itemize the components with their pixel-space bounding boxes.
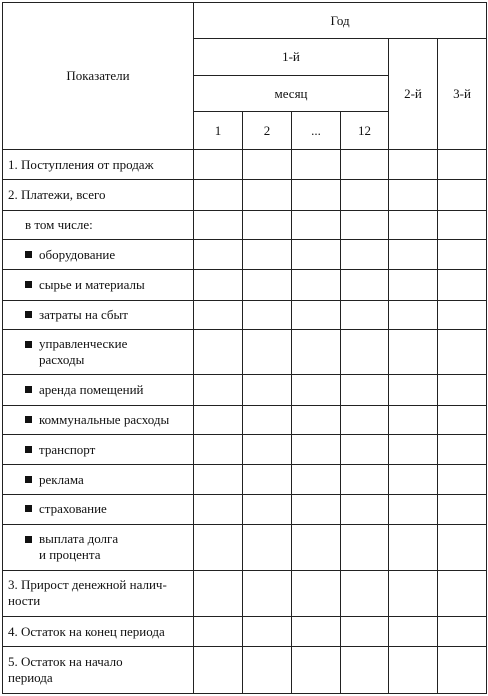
table-cell xyxy=(341,329,389,375)
table-cell xyxy=(292,405,341,434)
row-label-line: выплата долга xyxy=(39,531,119,547)
year-header: Год xyxy=(194,3,487,39)
table-cell xyxy=(243,375,292,405)
table-cell xyxy=(194,525,243,571)
table-cell xyxy=(389,150,438,180)
table-cell xyxy=(389,617,438,647)
table-cell xyxy=(438,300,487,329)
table-cell xyxy=(194,465,243,494)
table-cell xyxy=(292,525,341,571)
table-cell xyxy=(194,329,243,375)
table-cell xyxy=(243,210,292,239)
table-cell xyxy=(341,465,389,494)
table-cell xyxy=(389,647,438,694)
table-cell xyxy=(389,405,438,434)
table-cell xyxy=(292,210,341,239)
row-label: страхование xyxy=(39,501,107,517)
row-label-cell xyxy=(3,239,194,269)
table-cell xyxy=(438,270,487,300)
month-header: месяц xyxy=(194,76,389,112)
row-label-line: 5. Остаток на начало xyxy=(8,654,123,670)
first-year-header: 1-й xyxy=(194,39,389,76)
bullet-icon xyxy=(25,536,32,543)
table-cell xyxy=(292,150,341,180)
row-label: 4. Остаток на конец периода xyxy=(3,617,194,647)
row-label-cell xyxy=(3,494,194,524)
table-cell xyxy=(341,570,389,617)
row-label: затраты на сбыт xyxy=(39,306,128,322)
table-cell xyxy=(438,150,487,180)
table-cell xyxy=(292,375,341,405)
bullet-icon xyxy=(25,341,32,348)
table-cell xyxy=(194,150,243,180)
table-cell xyxy=(389,180,438,210)
table-row xyxy=(3,239,487,269)
table-cell xyxy=(341,525,389,571)
table-cell xyxy=(292,180,341,210)
table-cell xyxy=(341,435,389,465)
row-label-cell xyxy=(3,375,194,405)
table-cell xyxy=(194,405,243,434)
table-cell xyxy=(243,570,292,617)
row-label: оборудование xyxy=(39,246,116,262)
table-cell xyxy=(389,465,438,494)
table-cell xyxy=(243,150,292,180)
table-cell xyxy=(194,210,243,239)
bullet-icon xyxy=(25,311,32,318)
table-cell xyxy=(341,494,389,524)
table-cell xyxy=(243,180,292,210)
table-row xyxy=(3,375,487,405)
row-label: сырье и материалы xyxy=(39,276,145,292)
table-row xyxy=(3,570,487,617)
row-label-cell xyxy=(3,570,194,617)
table-cell xyxy=(341,210,389,239)
table-row xyxy=(3,494,487,524)
table-cell xyxy=(438,494,487,524)
table-cell xyxy=(194,647,243,694)
table-cell xyxy=(243,270,292,300)
table-cell xyxy=(194,570,243,617)
table-cell xyxy=(389,270,438,300)
row-label-cell xyxy=(3,465,194,494)
table-cell xyxy=(292,570,341,617)
bullet-icon xyxy=(25,446,32,453)
table-row xyxy=(3,270,487,300)
table-row xyxy=(3,647,487,694)
row-label-cell xyxy=(3,435,194,465)
table-cell xyxy=(389,375,438,405)
table-cell xyxy=(194,617,243,647)
table-cell xyxy=(389,210,438,239)
table-cell xyxy=(438,647,487,694)
month-2-header: 2 xyxy=(243,112,292,150)
table-cell xyxy=(341,180,389,210)
table-cell xyxy=(292,647,341,694)
table-cell xyxy=(438,375,487,405)
table-cell xyxy=(389,570,438,617)
table-cell xyxy=(243,647,292,694)
row-label-cell xyxy=(3,525,194,571)
bullet-icon xyxy=(25,476,32,483)
row-label-cell xyxy=(3,647,194,694)
table-cell xyxy=(292,270,341,300)
bullet-icon xyxy=(25,386,32,393)
table-cell xyxy=(341,239,389,269)
table-row xyxy=(3,465,487,494)
table-cell xyxy=(438,435,487,465)
table-cell xyxy=(194,180,243,210)
table-cell xyxy=(194,494,243,524)
bullet-icon xyxy=(25,251,32,258)
table-cell xyxy=(389,239,438,269)
table-cell xyxy=(292,617,341,647)
table-cell xyxy=(243,300,292,329)
table-cell xyxy=(292,329,341,375)
table-cell xyxy=(292,465,341,494)
table-cell xyxy=(292,300,341,329)
row-label-line: расходы xyxy=(39,352,85,368)
table-cell xyxy=(292,239,341,269)
table-cell xyxy=(243,435,292,465)
table-cell xyxy=(438,180,487,210)
table-cell xyxy=(389,435,438,465)
table-cell xyxy=(341,405,389,434)
table-row xyxy=(3,180,487,210)
row-label: коммунальные расходы xyxy=(39,411,170,427)
row-label-line: периода xyxy=(8,670,53,686)
table-cell xyxy=(389,300,438,329)
row-label: транспорт xyxy=(39,441,96,457)
second-year-header: 2-й xyxy=(389,39,438,150)
month-12-header: 12 xyxy=(341,112,389,150)
row-label-line: 3. Прирост денежной налич- xyxy=(8,577,167,593)
bullet-icon xyxy=(25,281,32,288)
third-year-header: 3-й xyxy=(438,39,487,150)
month-ellipsis-header: ... xyxy=(292,112,341,150)
row-label-cell xyxy=(3,329,194,375)
table-cell xyxy=(341,647,389,694)
table-cell xyxy=(341,270,389,300)
row-label: реклама xyxy=(39,471,84,487)
table-cell xyxy=(389,525,438,571)
table-cell xyxy=(389,329,438,375)
row-label: 2. Платежи, всего xyxy=(3,180,194,210)
table-cell xyxy=(243,405,292,434)
table-row xyxy=(3,210,487,239)
table-cell xyxy=(194,435,243,465)
table-cell xyxy=(438,570,487,617)
bullet-icon xyxy=(25,416,32,423)
table-cell xyxy=(389,494,438,524)
table-row xyxy=(3,617,487,647)
table-cell xyxy=(243,617,292,647)
table-cell xyxy=(243,329,292,375)
table-cell xyxy=(438,465,487,494)
table-cell xyxy=(341,150,389,180)
row-label-cell xyxy=(3,270,194,300)
row-label: аренда помещений xyxy=(39,382,144,398)
table-row xyxy=(3,405,487,434)
cash-flow-table xyxy=(2,2,487,694)
table-cell xyxy=(438,239,487,269)
table-row xyxy=(3,329,487,375)
table-cell xyxy=(243,525,292,571)
table-cell xyxy=(438,617,487,647)
table-cell xyxy=(194,239,243,269)
table-cell xyxy=(341,300,389,329)
table-cell xyxy=(438,525,487,571)
table-cell xyxy=(194,375,243,405)
table-row xyxy=(3,435,487,465)
row-label-cell xyxy=(3,300,194,329)
table-cell xyxy=(438,329,487,375)
table-cell xyxy=(438,405,487,434)
table-cell xyxy=(243,239,292,269)
table-cell xyxy=(292,435,341,465)
row-label-cell xyxy=(3,405,194,434)
table-row xyxy=(3,525,487,571)
table-cell xyxy=(243,465,292,494)
row-label: в том числе: xyxy=(3,210,194,239)
table-row xyxy=(3,150,487,180)
table-cell xyxy=(194,270,243,300)
bullet-icon xyxy=(25,505,32,512)
table-cell xyxy=(341,375,389,405)
month-1-header: 1 xyxy=(194,112,243,150)
indicators-header: Показатели xyxy=(3,3,194,150)
table-cell xyxy=(438,210,487,239)
table-cell xyxy=(341,617,389,647)
row-label-line: управленческие xyxy=(39,336,128,352)
row-label: 1. Поступления от продаж xyxy=(3,150,194,180)
table-row xyxy=(3,300,487,329)
table-cell xyxy=(243,494,292,524)
table-cell xyxy=(194,300,243,329)
row-label-line: ности xyxy=(8,593,41,609)
table-cell xyxy=(292,494,341,524)
row-label-line: и процента xyxy=(39,547,101,563)
